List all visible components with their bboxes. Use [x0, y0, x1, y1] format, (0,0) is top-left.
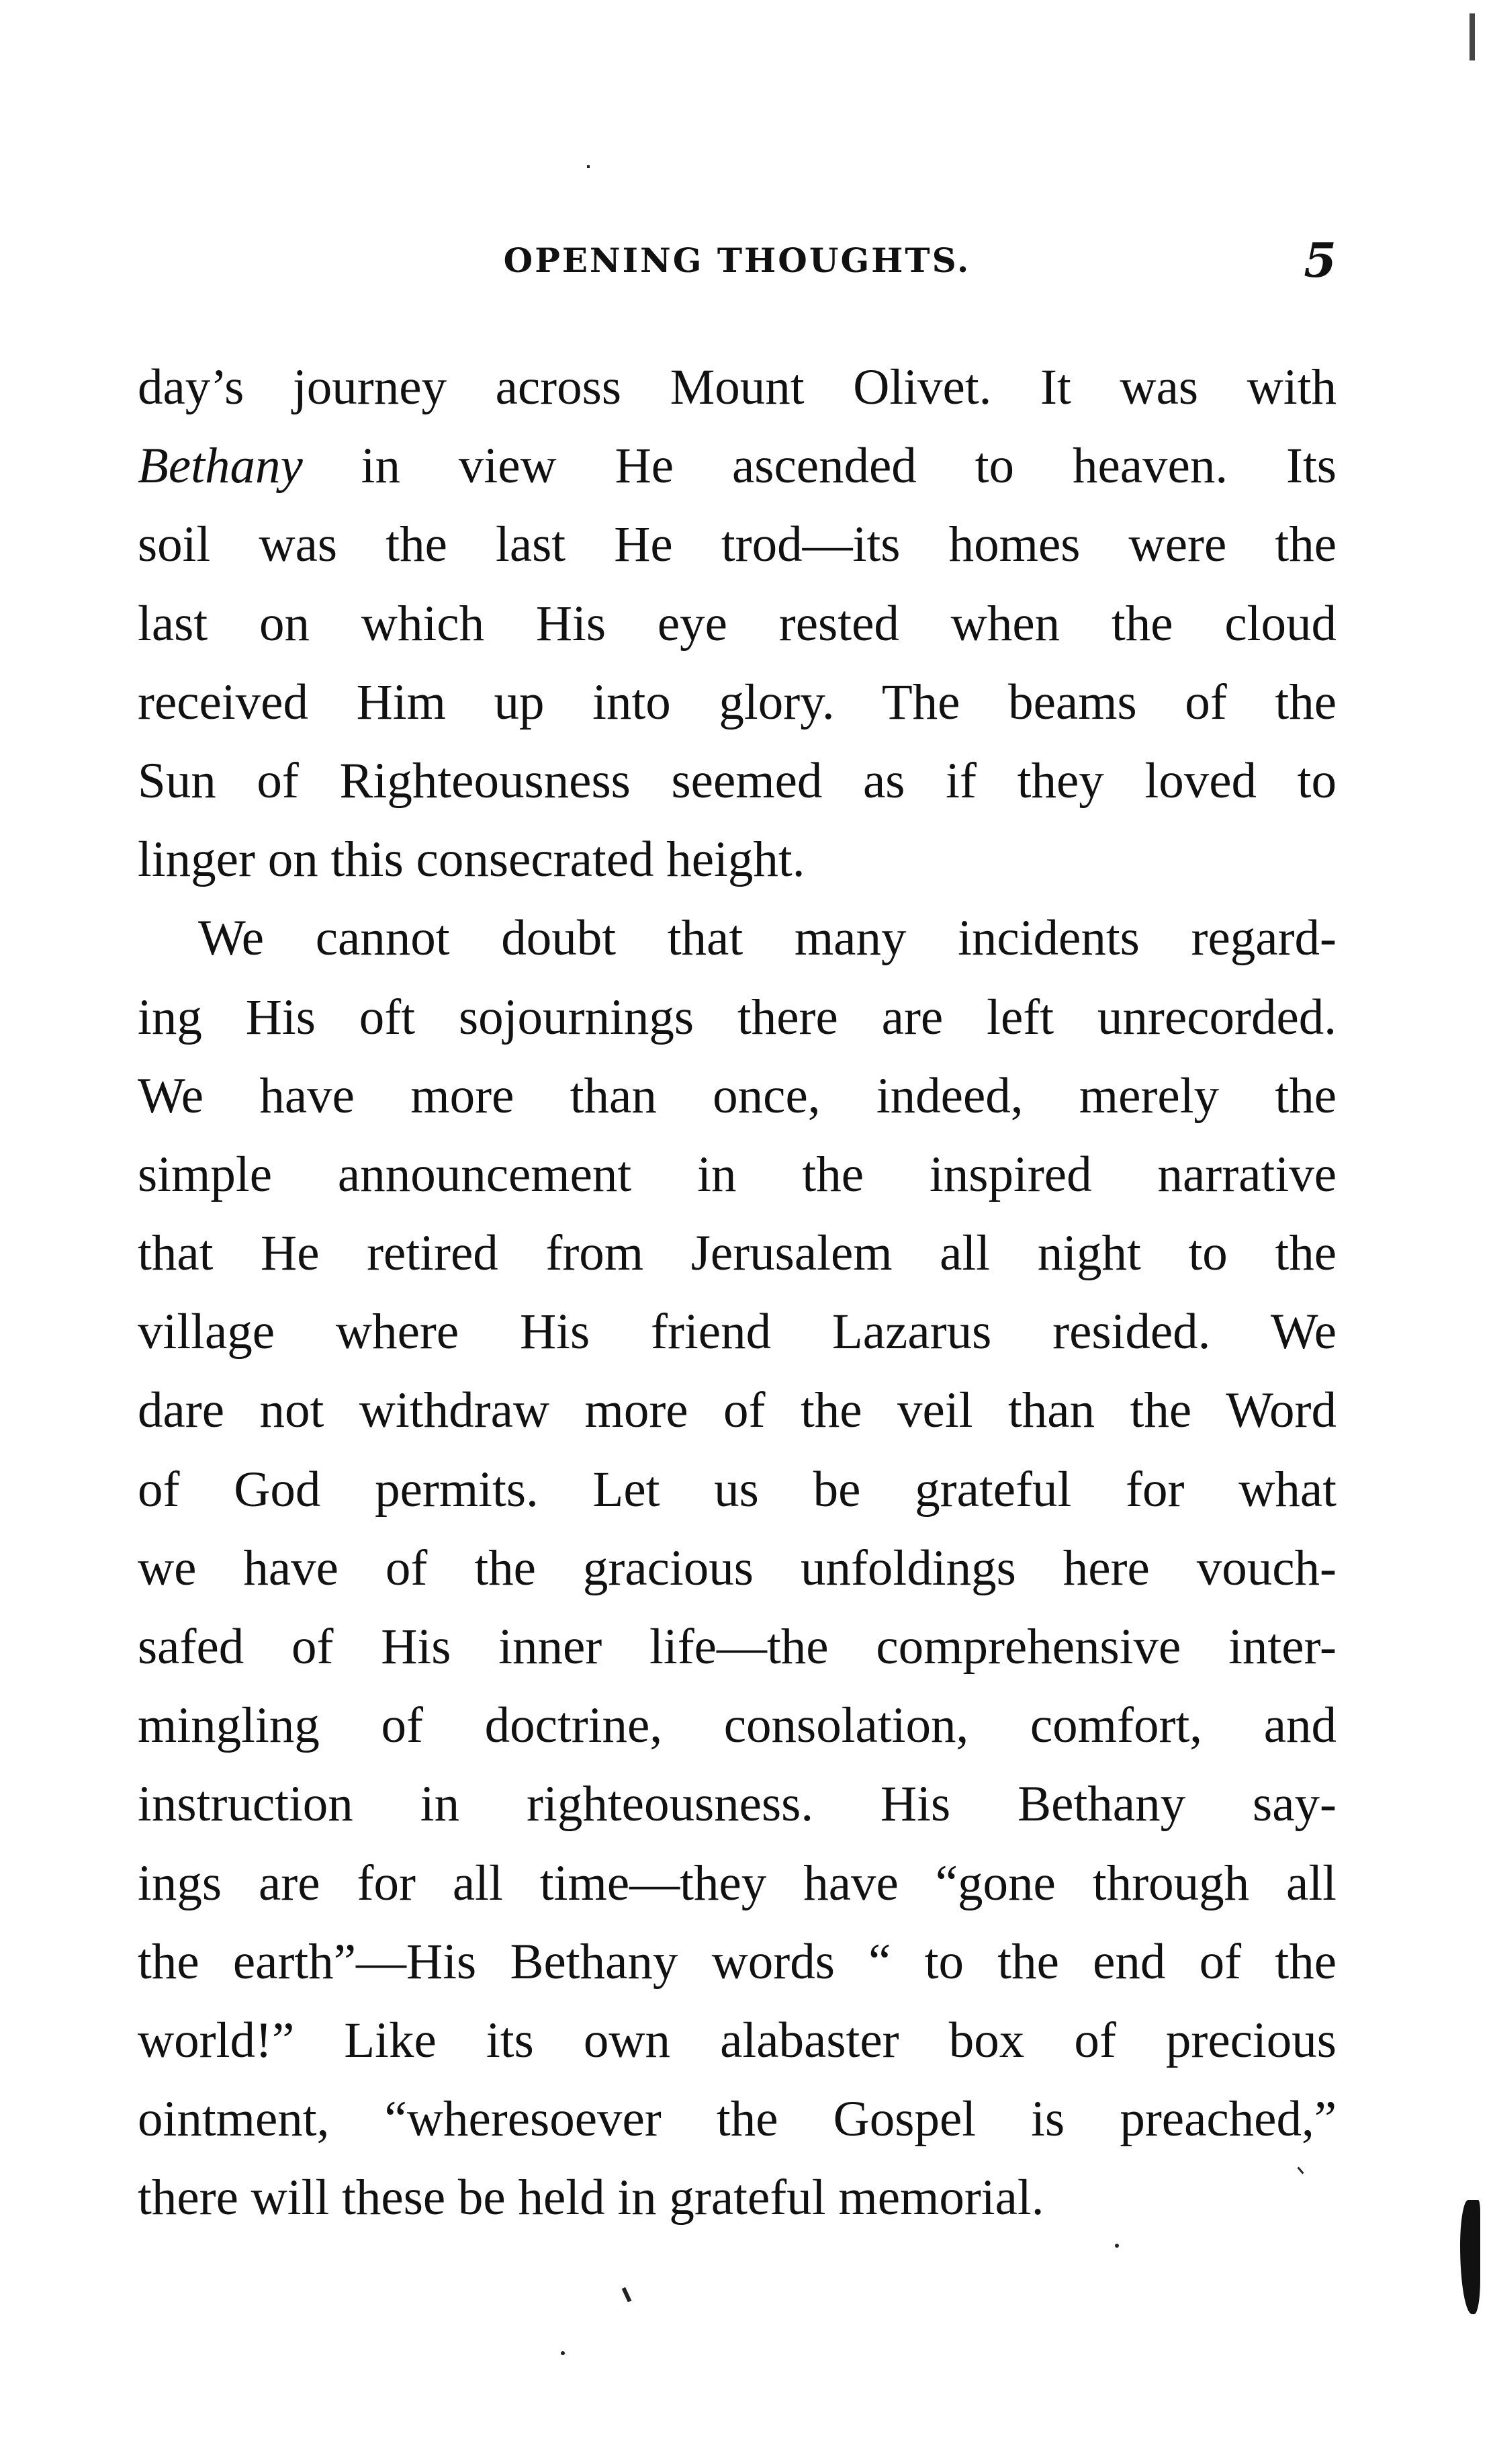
text-line: day’s journey across Mount Olivet. It was with	[138, 359, 1337, 415]
page-edge-mark-top	[1470, 13, 1475, 60]
text-line: safed of His inner life—the comprehensive inter-	[138, 1619, 1337, 1675]
scan-speck	[1115, 2244, 1119, 2248]
text-line: village where His friend Lazarus resided. We	[138, 1304, 1337, 1360]
text-line: ings are for all time—they have “gone through all	[138, 1855, 1337, 1911]
scan-speck	[561, 2351, 565, 2355]
text-line: dare not withdraw more of the veil than the Word	[138, 1382, 1337, 1439]
text-line: simple announcement in the inspired narrative	[138, 1146, 1337, 1202]
text-line: linger on this consecrated height.	[138, 832, 805, 888]
italic-word-bethany: Bethany	[138, 438, 303, 494]
text-line: We have more than once, indeed, merely the	[138, 1067, 1337, 1124]
text-line: Sun of Righteousness seemed as if they loved to	[138, 752, 1337, 809]
page-number: 5	[1304, 232, 1337, 288]
text-line: ointment, “wheresoever the Gospel is preached,”	[138, 2091, 1337, 2148]
text-line: world!” Like its own alabaster box of precious	[138, 2012, 1337, 2068]
scan-speck	[587, 165, 590, 168]
running-head	[138, 234, 1337, 288]
text-line: last on which His eye rested when the cloud	[138, 595, 1337, 652]
page-edge-mark	[1460, 2200, 1480, 2314]
text-line: soil was the last He trod—its homes were the	[138, 517, 1337, 573]
text-line: we have of the gracious unfoldings here vouch-	[138, 1540, 1337, 1596]
text-line: instruction in righteousness. His Bethany say-	[138, 1776, 1337, 1833]
text-line: of God permits. Let us be grateful for what	[138, 1461, 1337, 1517]
text-line: received Him up into glory. The beams of the	[138, 674, 1337, 730]
text-line: We cannot doubt that many incidents regard-	[198, 910, 1337, 967]
running-title: OPENING THOUGHTS.	[503, 240, 971, 280]
text-line: ing His oft sojournings there are left unrecorded.	[138, 989, 1337, 1045]
text-line: there will these be held in grateful memorial.	[138, 2170, 1044, 2226]
scan-speck	[622, 2287, 632, 2302]
text-line: Bethany in view He ascended to heaven. Its	[138, 438, 1337, 494]
text-line: the earth”—His Bethany words “ to the end of the	[138, 1933, 1337, 1990]
body-text	[138, 348, 1337, 2238]
text-line: mingling of doctrine, consolation, comfort, and	[138, 1698, 1337, 1754]
text-line: that He retired from Jerusalem all night to the	[138, 1225, 1337, 1282]
